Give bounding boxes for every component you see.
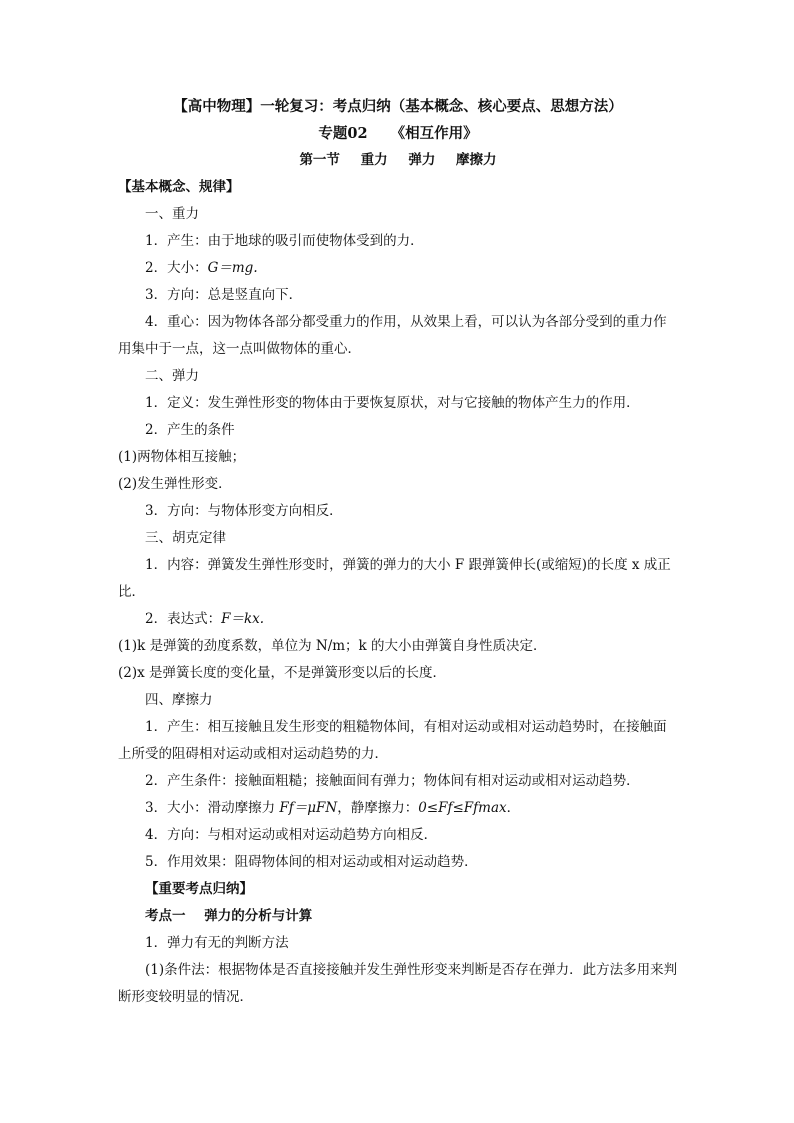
section-item-friction: 摩擦力 [456,152,497,168]
friction-magnitude [118,795,678,822]
gravity-center: 4．重心：因为物体各部分都受重力的作用，从效果上看，可以认为各部分受到的重力作用集中于一点，这一点叫做物体的重心． [118,314,667,357]
section-heading [118,147,678,174]
hooke-expression-label: 2．表达式： [145,611,222,627]
gravity-heading: 一、重力 [145,206,199,222]
key-points-heading: 【重要考点归纳】 [145,881,253,897]
topic-number: 专题02 [318,125,368,142]
elastic-condition-1: (1)两物体相互接触； [118,449,246,465]
friction-effect: 5．作用效果：阻碍物体间的相对运动或相对运动趋势． [145,854,478,870]
point-1-title: 考点一 弹力的分析与计算 [145,908,313,924]
elastic-conditions: 2．产生的条件 [145,422,235,438]
elastic-definition: 1．定义：发生弹性形变的物体由于要恢复原状，对与它接触的物体产生力的作用． [145,395,640,411]
topic-name: 《相互作用》 [390,125,478,142]
static-friction-label: ，静摩擦力： [337,800,419,816]
friction-origin: 1．产生：相互接触且发生形变的粗糙物体间，有相对运动或相对运动趋势时，在接触面上所受的阻碍相对运动或相对运动趋势的力． [118,719,667,762]
elastic-condition-2: (2)发生弹性形变． [118,476,232,492]
method-1: 1．弹力有无的判断方法 [145,935,289,951]
gravity-direction: 3．方向：总是竖直向下． [145,287,303,303]
gravity-origin: 1．产生：由于地球的吸引而使物体受到的力． [145,233,424,249]
friction-direction: 4．方向：与相对运动或相对运动趋势方向相反． [145,827,438,843]
gravity-formula: G＝mg. [207,260,258,276]
sliding-friction-formula: Ff＝μFN [279,800,338,816]
elastic-direction: 3．方向：与物体形变方向相反． [145,503,343,519]
elastic-heading: 二、弹力 [145,368,199,384]
section-item-elastic: 弹力 [408,152,436,168]
document-body [118,93,678,1011]
hooke-note-1: (1)k 是弹簧的劲度系数，单位为 N/m；k 的大小由弹簧自身性质决定． [118,638,547,654]
friction-magnitude-label: 3．大小：滑动摩擦力 [145,800,280,816]
topic-heading [118,120,678,147]
section-item-gravity: 重力 [360,152,388,168]
gravity-magnitude-label: 2．大小： [145,260,208,276]
static-friction-formula: 0≤Ff≤Ffmax [418,800,507,816]
section-number: 第一节 [299,152,340,168]
page-title: 【高中物理】一轮复习：考点归纳（基本概念、核心要点、思想方法） [173,98,623,115]
hooke-heading: 三、胡克定律 [145,530,226,546]
hooke-expression [118,606,678,633]
hooke-content: 1．内容：弹簧发生弹性形变时，弹簧的弹力的大小 F 跟弹簧伸长(或缩短)的长度 x 成正比． [118,557,671,600]
hooke-note-2: (2)x 是弹簧长度的变化量，不是弹簧形变以后的长度． [118,665,447,681]
method-1-condition: (1)条件法：根据物体是否直接接触并发生弹性形变来判断是否存在弹力．此方法多用来判断形变较明显的情况． [118,962,678,1005]
basic-concepts-heading: 【基本概念、规律】 [118,179,240,195]
gravity-magnitude [118,255,678,282]
friction-magnitude-end: ． [506,800,521,816]
friction-heading: 四、摩擦力 [145,692,213,708]
friction-conditions: 2．产生条件：接触面粗糙；接触面间有弹力；物体间有相对运动或相对运动趋势． [145,773,640,789]
hooke-formula: F＝kx. [221,611,265,627]
